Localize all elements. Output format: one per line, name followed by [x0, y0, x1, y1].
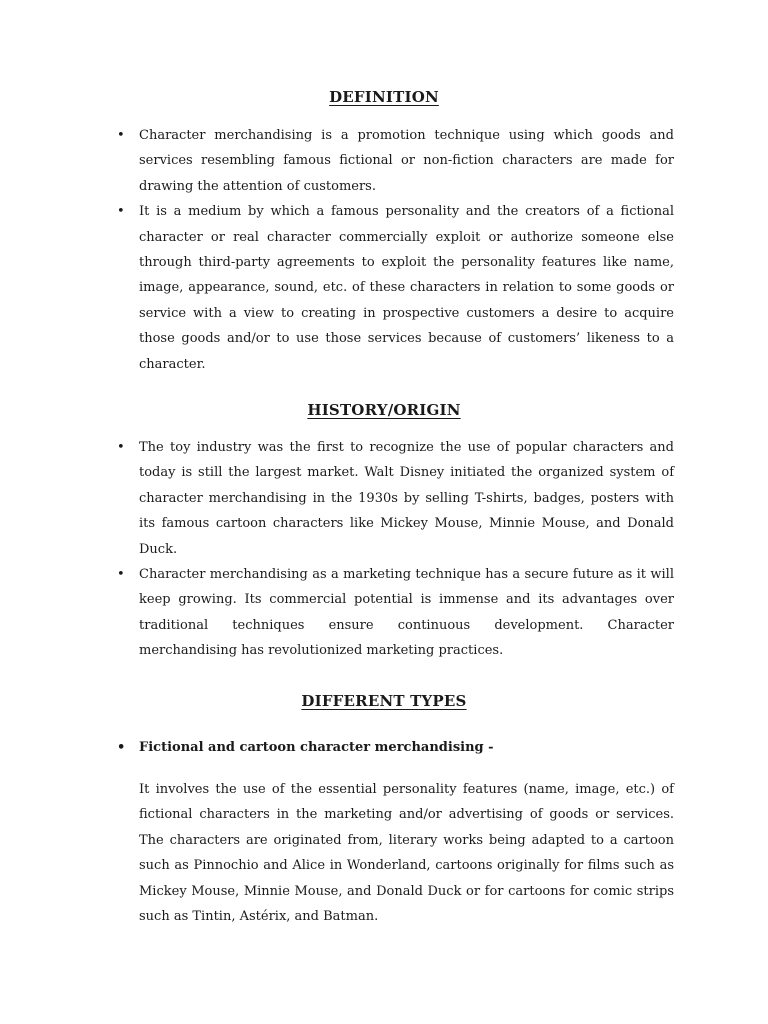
bullet-icon: •	[117, 128, 125, 143]
heading-definition: DEFINITION	[329, 88, 439, 106]
definition-bullet-2	[117, 199, 674, 377]
types-bullet-1	[117, 735, 674, 760]
bullet-icon: •	[117, 440, 125, 455]
history-bullet-1-text: The toy industry was the first to recognize the use of popular characters and today is still the largest market. Walt Disney initiated the organized system of character merchandising in the 1930s by selling T-shirts, badges, posters with its famous cartoon characters like Mickey Mouse, Minnie Mouse, and Donald Duck.	[139, 440, 674, 557]
bullet-icon: •	[117, 740, 126, 755]
bullet-icon: •	[117, 567, 125, 583]
bullet-icon: •	[117, 204, 125, 220]
definition-bullet-1	[117, 123, 674, 199]
definition-bullet-2-text: It is a medium by which a famous personality and the creators of a fictional character or real character commercially exploit or authorize someone else through third-party agreements to exploit the personality features like name, image, appearance, sound, etc. of these characters in relation to some goods or service with a view to creating in prospective customers a desire to acquire those goods and/or to use those services because of customers’ likeness to a character.	[139, 204, 674, 372]
types-bullet-1-text: Fictional and cartoon character merchandising -	[139, 740, 494, 755]
types-bullet-list	[0, 735, 768, 760]
heading-history-origin: HISTORY/ORIGIN	[307, 401, 461, 419]
history-bullet-1	[117, 435, 674, 562]
history-bullet-list	[0, 435, 768, 664]
types-paragraph: It involves the use of the essential personality features (name, image, etc.) of fictional characters in the marketing and/or advertising of goods or services. The characters are originated from, literary works being adapted to a cartoon such as Pinnochio and Alice in Wonderland, cartoons originally for films such as Mickey Mouse, Minnie Mouse, and Donald Duck or for cartoons for comic strips such as Tintin, Astérix, and Batman.	[139, 782, 674, 925]
heading-different-types: DIFFERENT TYPES	[301, 692, 467, 710]
definition-bullet-list	[0, 123, 768, 377]
history-bullet-2-text: Character merchandising as a marketing technique has a secure future as it will keep growing. Its commercial potential is immense and its advantages over traditional techniques ensure continuous development. Character merchandising has revolutionized marketing practices.	[139, 567, 674, 659]
history-bullet-2	[117, 562, 674, 664]
definition-bullet-1-text: Character merchandising is a promotion technique using which goods and services resembling famous fictional or non-fiction characters are made for drawing the attention of customers.	[139, 128, 674, 194]
